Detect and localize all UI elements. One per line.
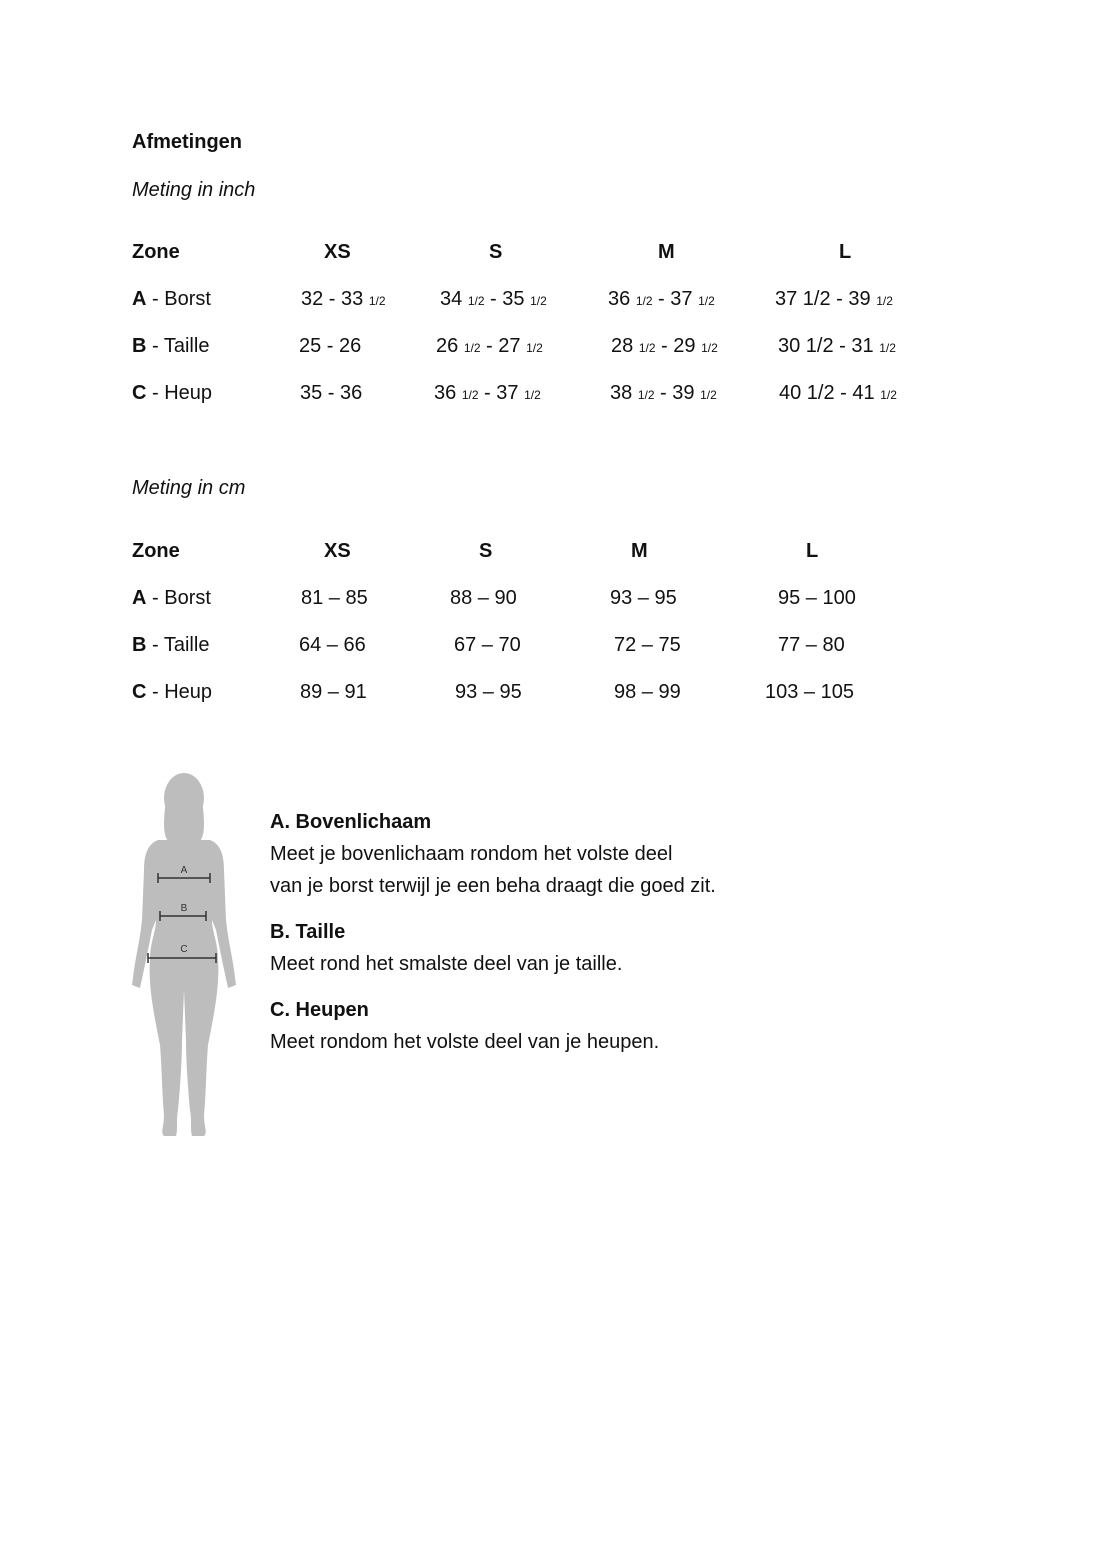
column-header-s: S xyxy=(489,241,503,263)
instruction-block-b xyxy=(270,916,830,980)
column-header-xs: XS xyxy=(324,540,351,562)
figure-label-a: A xyxy=(180,865,188,876)
table-cell xyxy=(610,382,717,405)
column-header-zone: Zone xyxy=(132,241,180,263)
instruction-line: Meet je bovenlichaam rondom het volste deel xyxy=(270,843,673,865)
value-fraction: 1/2 xyxy=(368,294,386,308)
zone-label xyxy=(132,587,211,610)
column-header-m: M xyxy=(631,540,648,562)
value-main: 36 xyxy=(434,382,462,404)
table-cell xyxy=(608,288,715,311)
value-main: 28 xyxy=(611,335,639,357)
table-header-row xyxy=(132,540,932,587)
instruction-line: van je borst terwijl je een beha draagt die goed zit. xyxy=(270,875,716,897)
value-fraction: 1/2 xyxy=(524,388,541,402)
table-cell: 93 – 95 xyxy=(610,587,677,609)
instruction-title: C. Heupen xyxy=(270,999,369,1021)
zone-letter: B xyxy=(132,634,147,656)
value-fraction: 1/2 xyxy=(530,294,547,308)
zone-letter: B xyxy=(132,335,147,357)
table-cell xyxy=(775,288,893,311)
zone-label xyxy=(132,681,212,704)
table-row xyxy=(132,681,932,728)
value-main: 30 1/2 - 31 xyxy=(778,335,880,357)
value-tail: - 29 xyxy=(655,335,702,357)
table-cell xyxy=(299,335,361,358)
table-cell: 67 – 70 xyxy=(454,634,521,656)
value-main: 26 xyxy=(436,335,464,357)
zone-name: - Borst xyxy=(146,587,211,609)
value-fraction: 1/2 xyxy=(526,341,543,355)
value-fraction: 1/2 xyxy=(638,341,656,355)
inch-subtitle: Meting in inch xyxy=(132,179,256,201)
zone-label xyxy=(132,335,209,358)
column-header-l: L xyxy=(806,540,819,562)
column-header-m: M xyxy=(658,241,675,263)
table-cell xyxy=(440,288,547,311)
value-tail: - 37 xyxy=(652,288,699,310)
zone-name: - Taille xyxy=(146,335,210,357)
value-fraction: 1/2 xyxy=(463,341,481,355)
cm-size-table xyxy=(132,540,932,728)
value-main: 34 xyxy=(440,288,468,310)
table-cell: 95 – 100 xyxy=(778,587,856,609)
table-row xyxy=(132,382,932,429)
table-cell: 93 – 95 xyxy=(455,681,522,703)
value-tail: - 35 xyxy=(484,288,531,310)
value-tail: - 37 xyxy=(478,382,525,404)
table-cell: 88 – 90 xyxy=(450,587,517,609)
figure-label-b: B xyxy=(180,903,188,914)
zone-label xyxy=(132,382,212,405)
table-cell xyxy=(778,335,896,358)
figure-label-c: C xyxy=(180,944,188,955)
zone-name: - Heup xyxy=(146,382,213,404)
column-header-xs: XS xyxy=(324,241,351,263)
column-header-zone: Zone xyxy=(132,540,180,562)
table-cell xyxy=(611,335,718,358)
table-header-row xyxy=(132,241,932,288)
table-cell xyxy=(779,382,897,405)
instruction-line: Meet rond het smalste deel van je taille. xyxy=(270,953,623,975)
cm-subtitle: Meting in cm xyxy=(132,477,246,499)
zone-name: - Taille xyxy=(146,634,210,656)
value-fraction: 1/2 xyxy=(637,388,655,402)
value-main: 25 - 26 xyxy=(299,335,362,357)
value-fraction: 1/2 xyxy=(880,388,897,402)
zone-letter: C xyxy=(132,681,147,703)
instruction-line: Meet rondom het volste deel van je heupen. xyxy=(270,1031,660,1053)
zone-letter: A xyxy=(132,587,147,609)
table-cell: 98 – 99 xyxy=(614,681,681,703)
instruction-block-a xyxy=(270,806,830,902)
value-fraction: 1/2 xyxy=(701,341,718,355)
table-cell xyxy=(300,382,362,405)
value-main: 40 1/2 - 41 xyxy=(779,382,881,404)
value-main: 32 - 33 xyxy=(301,288,369,310)
table-cell: 89 – 91 xyxy=(300,681,367,703)
value-main: 36 xyxy=(608,288,636,310)
zone-label xyxy=(132,288,211,311)
value-fraction: 1/2 xyxy=(700,388,717,402)
zone-label xyxy=(132,634,209,657)
value-main: 37 1/2 - 39 xyxy=(775,288,877,310)
instruction-block-c xyxy=(270,994,830,1058)
table-cell xyxy=(436,335,543,358)
zone-letter: A xyxy=(132,288,147,310)
zone-name: - Borst xyxy=(146,288,211,310)
zone-name: - Heup xyxy=(146,681,213,703)
value-fraction: 1/2 xyxy=(635,294,653,308)
measurement-instructions xyxy=(270,806,830,1072)
table-cell xyxy=(301,288,386,311)
value-main: 35 - 36 xyxy=(300,382,363,404)
inch-size-table xyxy=(132,241,932,429)
value-fraction: 1/2 xyxy=(879,341,896,355)
table-row xyxy=(132,335,932,382)
value-fraction: 1/2 xyxy=(698,294,715,308)
instruction-title: A. Bovenlichaam xyxy=(270,811,432,833)
table-cell: 103 – 105 xyxy=(765,681,854,703)
table-row xyxy=(132,288,932,335)
table-cell: 77 – 80 xyxy=(778,634,845,656)
table-cell: 72 – 75 xyxy=(614,634,681,656)
column-header-l: L xyxy=(839,241,852,263)
table-row xyxy=(132,587,932,634)
value-tail: - 27 xyxy=(480,335,527,357)
zone-letter: C xyxy=(132,382,147,404)
table-cell: 81 – 85 xyxy=(301,587,368,609)
value-fraction: 1/2 xyxy=(461,388,479,402)
body-silhouette-figure xyxy=(128,770,240,1140)
value-tail: - 39 xyxy=(654,382,701,404)
table-cell xyxy=(434,382,541,405)
value-fraction: 1/2 xyxy=(876,294,893,308)
table-row xyxy=(132,634,932,681)
instruction-title: B. Taille xyxy=(270,921,346,943)
table-cell: 64 – 66 xyxy=(299,634,366,656)
value-main: 38 xyxy=(610,382,638,404)
column-header-s: S xyxy=(479,540,493,562)
page-title: Afmetingen xyxy=(132,131,242,153)
value-fraction: 1/2 xyxy=(467,294,485,308)
